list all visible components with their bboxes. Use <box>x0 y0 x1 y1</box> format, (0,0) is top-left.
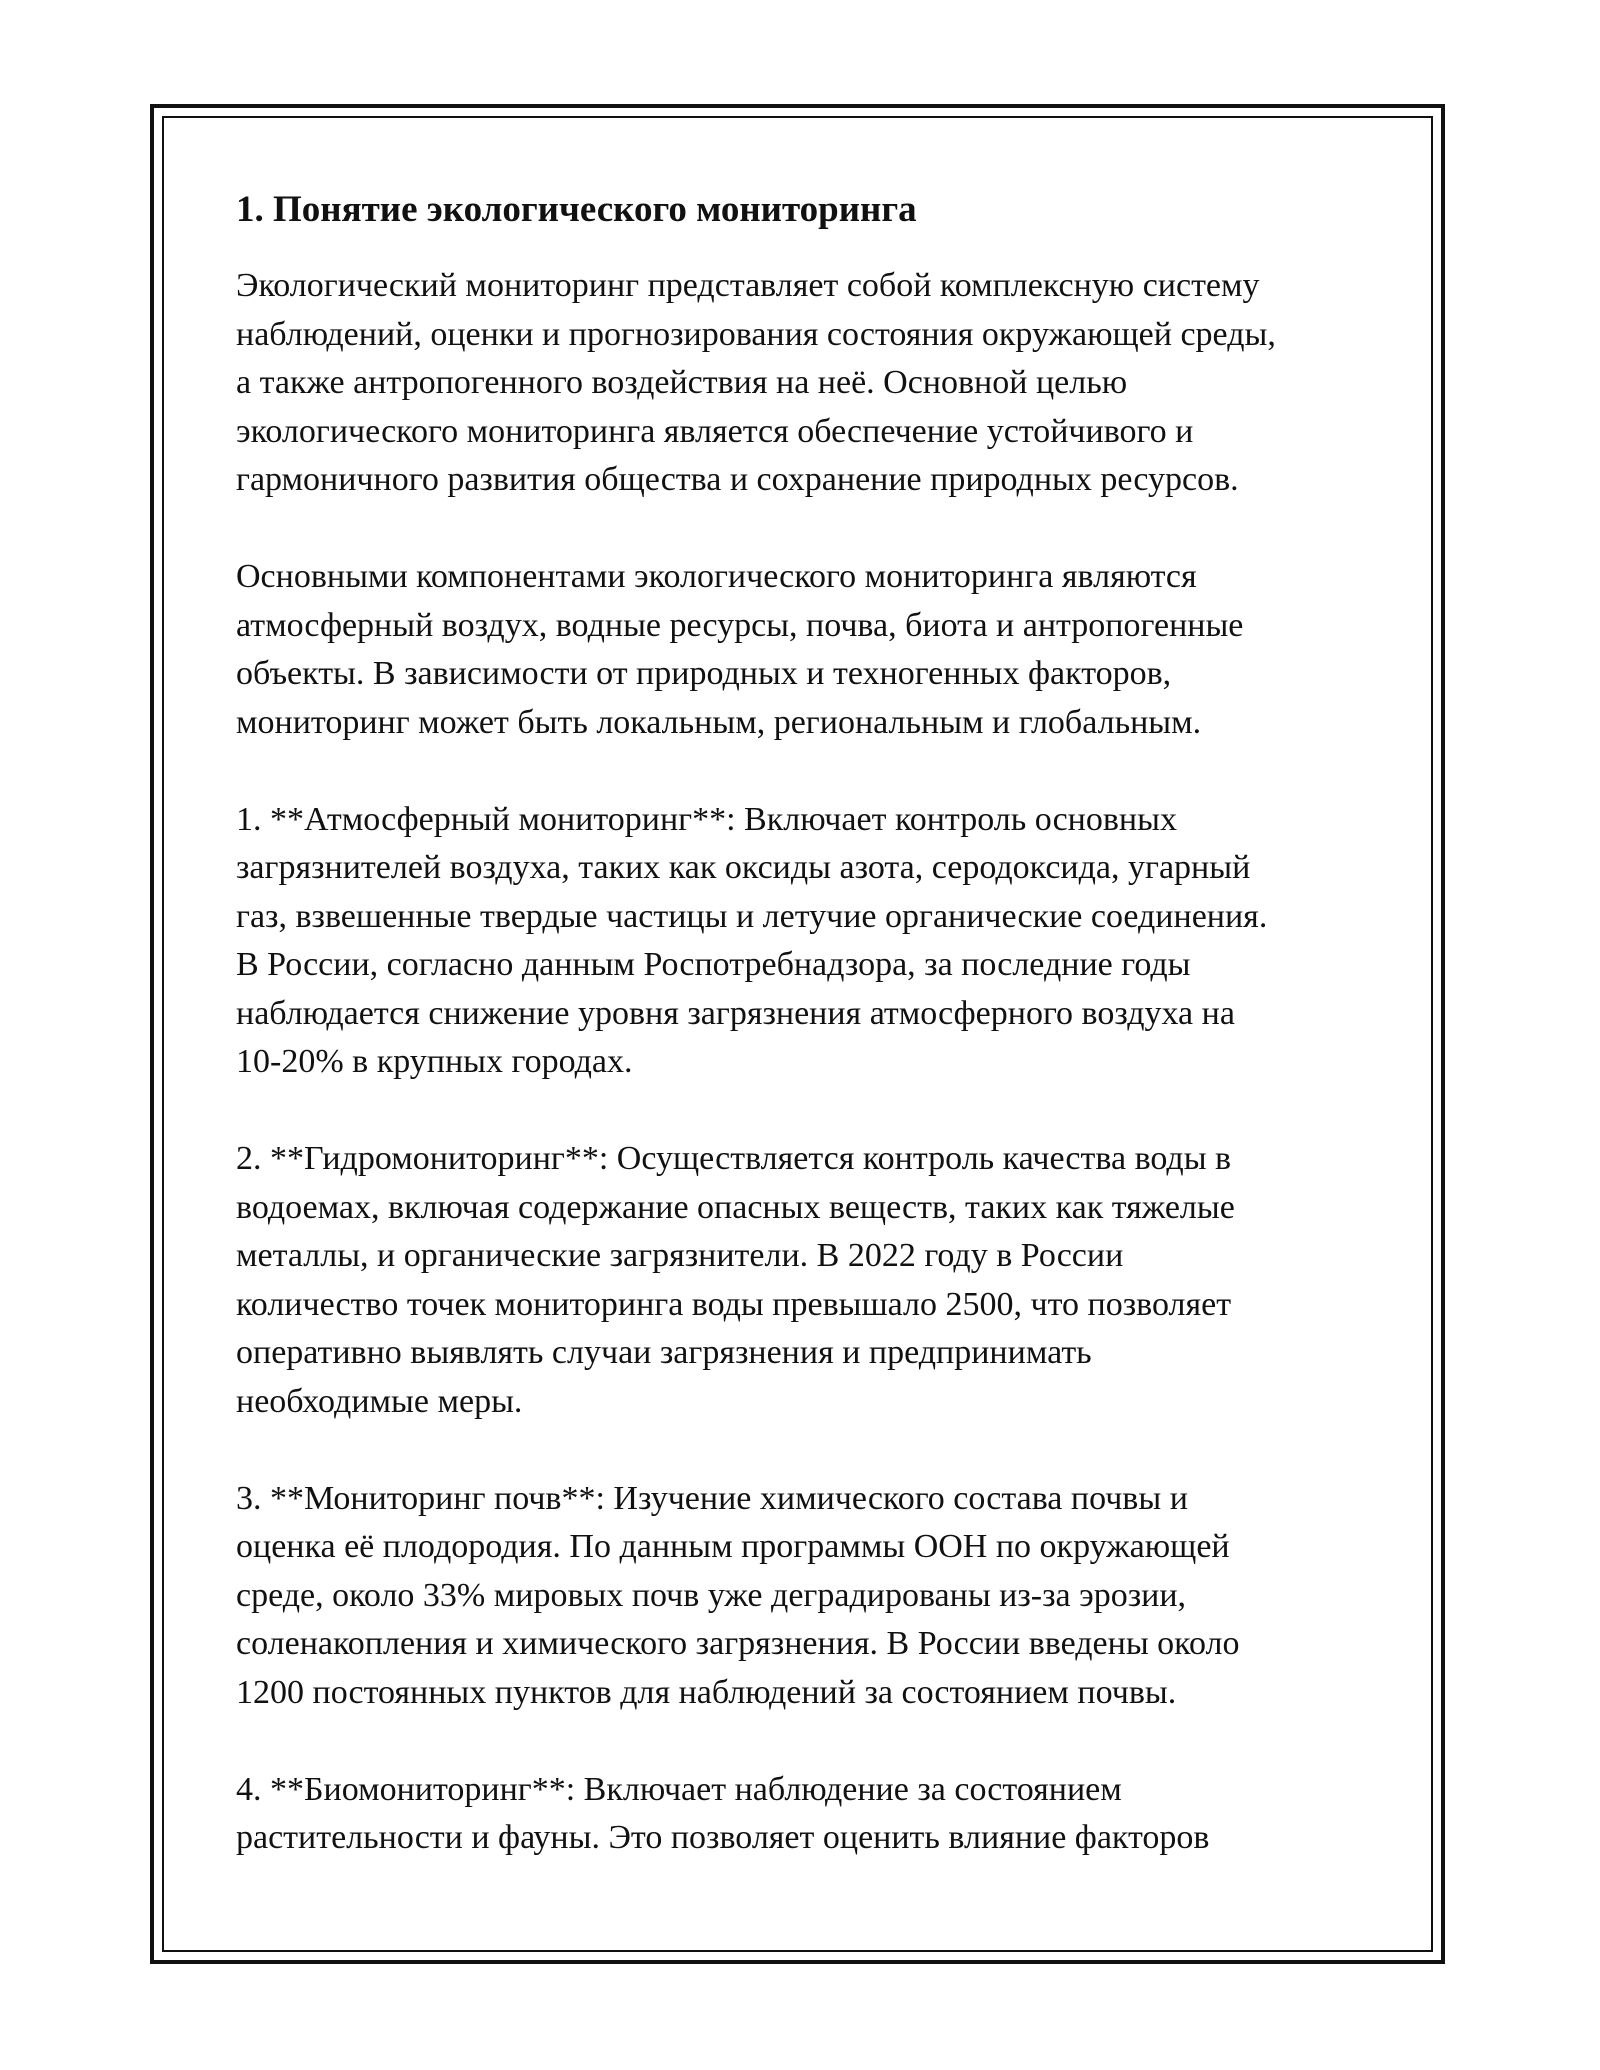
text-line: атмосферный воздух, водные ресурсы, почва, биота и антропогенные <box>236 606 1244 644</box>
text-line: среде, около 33% мировых почв уже деградированы из-за эрозии, <box>236 1576 1187 1614</box>
text-line: соленакопления и химического загрязнения. В России введены около <box>236 1625 1240 1662</box>
paragraph-bio <box>236 1766 1386 1863</box>
text-line: количество точек мониторинга воды превышало 2500, что позволяет <box>236 1285 1232 1323</box>
text-line: 2. **Гидромониторинг**: Осуществляется контроль качества воды в <box>236 1140 1232 1177</box>
text-line: наблюдается снижение уровня загрязнения атмосферного воздуха на <box>236 994 1235 1032</box>
text-line: растительности и фауны. Это позволяет оценить влияние факторов <box>236 1819 1210 1856</box>
text-line: Экологический мониторинг представляет собой комплексную систему <box>236 267 1260 304</box>
paragraph-gap <box>236 1426 1386 1475</box>
text-line: загрязнителей воздуха, таких как оксиды азота, серодоксида, угарный <box>236 849 1251 886</box>
paragraph-atmospheric <box>236 796 1386 1087</box>
text-line: металлы, и органические загрязнители. В 2022 году в России <box>236 1237 1124 1274</box>
paragraph-components <box>236 553 1386 747</box>
text-line: наблюдений, оценки и прогнозирования состояния окружающей среды, <box>236 315 1276 353</box>
text-line: Основными компонентами экологического мониторинга являются <box>236 558 1197 595</box>
paragraph-gap <box>236 505 1386 554</box>
document-body <box>236 186 1386 1863</box>
paragraph-hydro <box>236 1135 1386 1426</box>
paragraph-gap <box>236 1717 1386 1766</box>
section-heading: 1. Понятие экологического мониторинга <box>236 189 917 230</box>
text-line: оперативно выявлять случаи загрязнения и предпринимать <box>236 1334 1092 1371</box>
text-line: мониторинг может быть локальным, региональным и глобальным. <box>236 703 1202 741</box>
text-line: В России, согласно данным Роспотребнадзора, за последние годы <box>236 946 1191 983</box>
text-line: гармоничного развития общества и сохранение природных ресурсов. <box>236 461 1239 498</box>
text-line: 3. **Мониторинг почв**: Изучение химического состава почвы и <box>236 1479 1188 1517</box>
paragraph-intro <box>236 262 1386 505</box>
text-line: объекты. В зависимости от природных и техногенных факторов, <box>236 655 1172 692</box>
text-line: 4. **Биомониторинг**: Включает наблюдение за состоянием <box>236 1770 1122 1808</box>
text-line: экологического мониторинга является обеспечение устойчивого и <box>236 412 1194 450</box>
text-line: необходимые меры. <box>236 1382 523 1420</box>
paragraph-gap <box>236 1087 1386 1136</box>
text-line: а также антропогенного воздействия на неё. Основной целью <box>236 364 1128 401</box>
text-line: 1200 постоянных пунктов для наблюдений за состоянием почвы. <box>236 1673 1177 1711</box>
text-line: 1. **Атмосферный мониторинг**: Включает контроль основных <box>236 800 1177 838</box>
text-line: водоемах, включая содержание опасных веществ, таких как тяжелые <box>236 1188 1235 1226</box>
paragraph-soil <box>236 1475 1386 1718</box>
paragraph-gap <box>236 747 1386 796</box>
text-line: газ, взвешенные твердые частицы и летучие органические соединения. <box>236 897 1268 935</box>
text-line: оценка её плодородия. По данным программы ООН по окружающей <box>236 1528 1230 1565</box>
text-line: 10-20% в крупных городах. <box>236 1043 633 1080</box>
